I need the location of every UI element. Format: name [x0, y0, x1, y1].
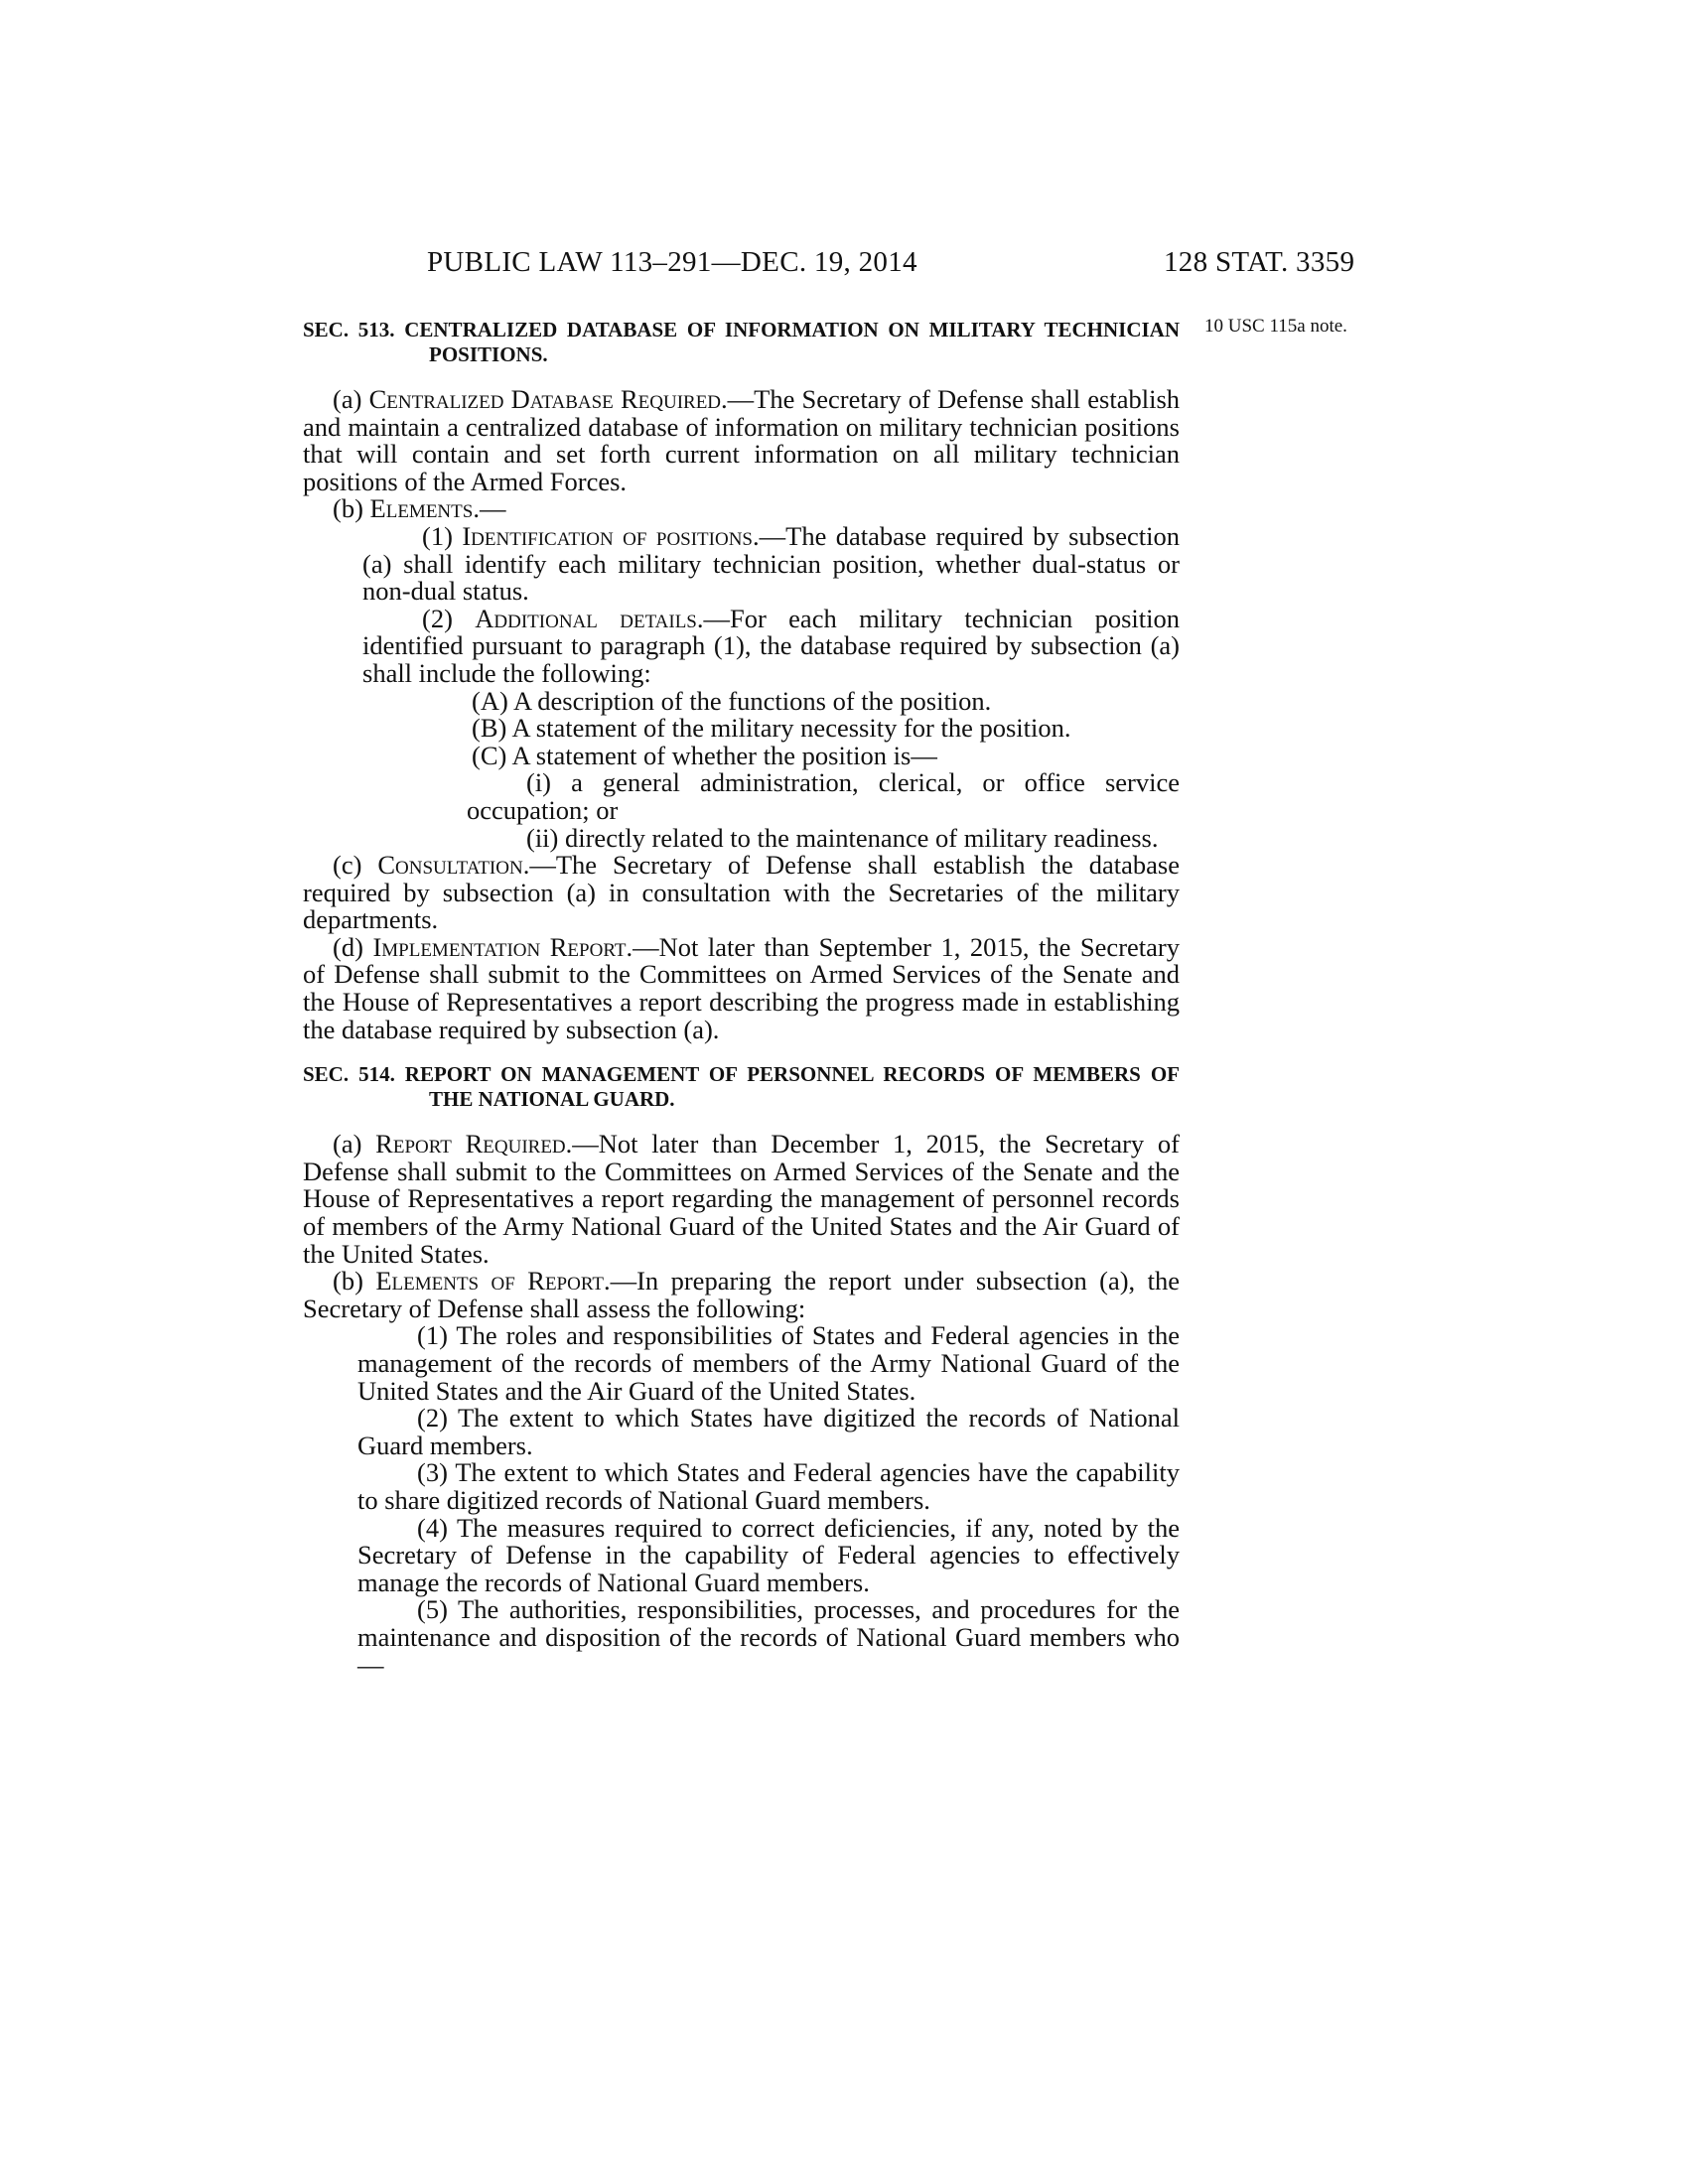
sec513-clause-ii: (ii) directly related to the maintenance of military readiness.	[526, 822, 1159, 853]
text: —In preparing the report under subsection (a), the Secretary of Defense shall assess the following:	[303, 1266, 1180, 1323]
margin-note: 10 USC 115a note.	[1204, 316, 1347, 337]
sec513-subsection-d	[303, 931, 1180, 1044]
sec513-subsection-a	[303, 386, 1180, 495]
statute-citation: 128 STAT. 3359	[1164, 246, 1355, 278]
caption: Consultation.	[377, 850, 530, 881]
text: —Not later than December 1, 2015, the Secretary of Defense shall submit to the Committees on Armed Services of the Senate and the House of Representatives a report regarding the management of personnel records of members of the Army National Guard of the United States and the Air Guard of the United States.	[303, 1129, 1180, 1269]
running-header	[0, 246, 1688, 286]
sec513-paragraph-b2	[303, 603, 1180, 688]
section-513-heading: SEC. 513. CENTRALIZED DATABASE OF INFORMATION ON MILITARY TECHNICIAN POSITIONS.	[303, 318, 1180, 366]
label: (b)	[333, 1266, 376, 1297]
sec514-paragraph-1: (1) The roles and responsibilities of States and Federal agencies in the management of the records of members of the Army National Guard of the United States and the Air Guard of the United States.	[357, 1320, 1180, 1406]
text: —Not later than September 1, 2015, the Secretary of Defense shall submit to the Committees on Armed Services of the Senate and the House of Representatives a report describing the progress made in establishing the database required by subsection (a).	[303, 931, 1180, 1044]
label: (a)	[333, 384, 369, 414]
public-law-title: PUBLIC LAW 113–291—DEC. 19, 2014	[427, 246, 917, 278]
sec513-paragraph-b1	[303, 520, 1180, 607]
document-body	[303, 318, 1180, 1679]
sec513-subsection-c	[303, 852, 1180, 934]
text: —The Secretary of Defense shall establish and maintain a centralized database of information on military technician positions that will contain and set forth current information on all military technician positions of the Armed Forces.	[303, 384, 1181, 496]
sec513-subparagraph-B: (B) A statement of the military necessity for the position.	[472, 713, 1071, 744]
sec514-subsection-b	[303, 1268, 1180, 1322]
sec514-paragraph-5: (5) The authorities, responsibilities, processes, and procedures for the maintenance and disposition of the records of National Guard members who—	[357, 1594, 1180, 1680]
caption: Elements.	[369, 493, 480, 524]
label: (b)	[333, 493, 370, 524]
caption: Identification of positions.	[462, 520, 760, 551]
label: (d)	[333, 931, 373, 962]
caption: Implementation Report.	[372, 931, 633, 962]
sec514-paragraph-4: (4) The measures required to correct deficiencies, if any, noted by the Secretary of Defense in the capability of Federal agencies to effectively manage the records of National Guard members.	[357, 1512, 1180, 1597]
sec513-subparagraph-C: (C) A statement of whether the position is—	[472, 740, 937, 770]
sec513-clause-i: (i) a general administration, clerical, or office service occupation; or	[467, 767, 1180, 825]
sec513-subparagraph-A: (A) A description of the functions of the position.	[472, 685, 992, 716]
section-514-heading: SEC. 514. REPORT ON MANAGEMENT OF PERSONNEL RECORDS OF MEMBERS OF THE NATIONAL GUARD.	[303, 1062, 1180, 1112]
caption: Elements of Report.	[375, 1266, 611, 1297]
text: —	[479, 493, 506, 524]
text: —The Secretary of Defense shall establish the database required by subsection (a) in consultation with the Secretaries of the military departments.	[303, 850, 1180, 935]
text: —For each military technician position identified pursuant to paragraph (1), the database required by subsection (a) shall include the following:	[362, 603, 1180, 688]
sec514-subsection-a	[303, 1131, 1180, 1268]
sec514-paragraph-3: (3) The extent to which States and Federal agencies have the capability to share digitized records of National Guard members.	[357, 1457, 1180, 1515]
label: (2)	[422, 603, 476, 633]
label: (c)	[333, 850, 378, 881]
sec514-paragraph-2: (2) The extent to which States have digitized the records of National Guard members.	[357, 1403, 1180, 1460]
label: (a)	[333, 1129, 376, 1160]
sec513-subsection-b	[303, 495, 1180, 523]
text: —The database required by subsection (a) shall identify each military technician position, whether dual-status or non-dual status.	[362, 520, 1180, 607]
caption: Additional details.	[475, 603, 704, 633]
caption: Centralized Database Required.	[368, 384, 728, 414]
label: (1)	[422, 520, 463, 551]
caption: Report Required.	[375, 1129, 573, 1160]
